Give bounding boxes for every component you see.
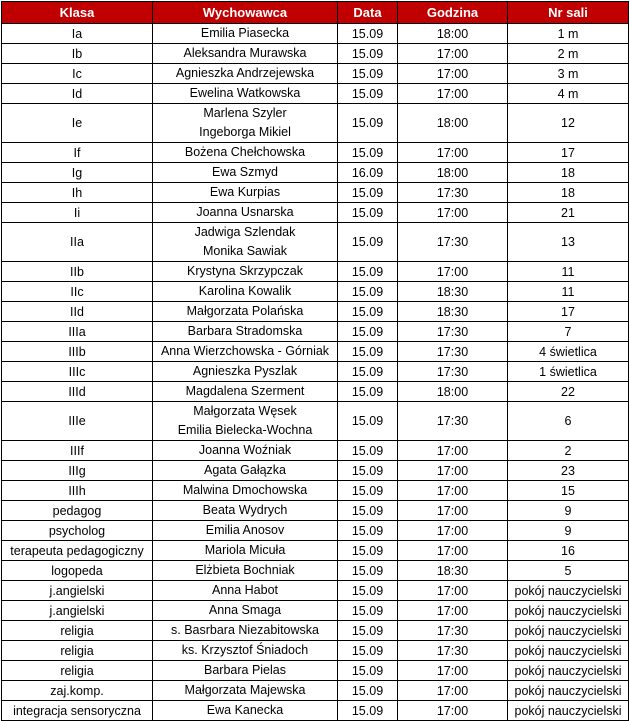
wychowawca-name: Ingeborga Mikiel [199,125,291,139]
cell-data: 15.09 [338,362,398,382]
cell-nr-sali: 3 m [508,64,629,84]
cell-nr-sali: 18 [508,183,629,203]
wychowawca-name: Magdalena Szerment [185,384,305,398]
table-row [2,143,629,163]
cell-wychowawca [153,223,338,262]
table-row [2,223,629,262]
cell-data: 15.09 [338,64,398,84]
cell-klasa: IIIc [2,362,153,382]
cell-nr-sali: 4 m [508,84,629,104]
cell-nr-sali: 11 [508,282,629,302]
wychowawca-name: Agnieszka Pyszlak [192,364,298,378]
table-row [2,203,629,223]
cell-godzina: 17:00 [398,44,508,64]
cell-godzina: 17:30 [398,322,508,342]
wychowawca-name: Anna Habot [211,583,279,597]
wychowawca-name: ks. Krzysztof Śniadoch [181,643,309,657]
cell-wychowawca [153,322,338,342]
cell-nr-sali: 1 m [508,24,629,44]
table-row [2,382,629,402]
cell-godzina: 17:30 [398,223,508,262]
cell-wychowawca [153,342,338,362]
cell-data: 15.09 [338,302,398,322]
table-row [2,501,629,521]
cell-godzina: 18:00 [398,104,508,143]
cell-nr-sali: 1 świetlica [508,362,629,382]
table-row [2,561,629,581]
cell-klasa: Ia [2,24,153,44]
cell-nr-sali: 2 [508,441,629,461]
cell-godzina: 17:00 [398,64,508,84]
wychowawca-name: Malwina Dmochowska [182,483,308,497]
cell-klasa: Id [2,84,153,104]
cell-godzina: 17:00 [398,262,508,282]
cell-data: 15.09 [338,501,398,521]
table-row [2,481,629,501]
cell-godzina: 17:00 [398,84,508,104]
cell-godzina: 18:30 [398,302,508,322]
cell-godzina: 17:00 [398,541,508,561]
cell-klasa: IIIg [2,461,153,481]
wychowawca-name: Monika Sawiak [202,244,288,258]
table-row [2,581,629,601]
cell-godzina: 17:30 [398,621,508,641]
cell-klasa: religia [2,661,153,681]
table-row [2,621,629,641]
wychowawca-name: Jadwiga Szlendak [194,225,296,239]
cell-nr-sali: 5 [508,561,629,581]
cell-wychowawca [153,282,338,302]
cell-data: 15.09 [338,661,398,681]
cell-nr-sali: 7 [508,322,629,342]
cell-data: 15.09 [338,183,398,203]
cell-wychowawca [153,104,338,143]
cell-wychowawca [153,601,338,621]
cell-wychowawca [153,501,338,521]
cell-nr-sali: 15 [508,481,629,501]
cell-data: 15.09 [338,621,398,641]
cell-nr-sali: pokój nauczycielski [508,621,629,641]
cell-data: 16.09 [338,163,398,183]
cell-godzina: 17:30 [398,342,508,362]
cell-godzina: 17:00 [398,681,508,701]
cell-nr-sali: 2 m [508,44,629,64]
wychowawca-name: Małgorzata Majewska [184,683,306,697]
cell-klasa: religia [2,641,153,661]
cell-godzina: 17:00 [398,501,508,521]
cell-klasa: IIIb [2,342,153,362]
cell-klasa: j.angielski [2,601,153,621]
cell-nr-sali: 22 [508,382,629,402]
cell-klasa: Ig [2,163,153,183]
cell-wychowawca [153,262,338,282]
cell-wychowawca [153,183,338,203]
table-row [2,461,629,481]
table-row [2,541,629,561]
cell-nr-sali: 18 [508,163,629,183]
cell-wychowawca [153,84,338,104]
cell-nr-sali: 17 [508,302,629,322]
table-header [2,2,629,24]
cell-godzina: 17:00 [398,661,508,681]
wychowawca-name: Ewa Kanecka [206,703,284,717]
wychowawca-name: Agata Gałązka [204,463,286,477]
col-header-godzina: Godzina [398,2,508,24]
cell-godzina: 17:00 [398,481,508,501]
cell-godzina: 17:00 [398,581,508,601]
cell-wychowawca [153,541,338,561]
cell-nr-sali: pokój nauczycielski [508,681,629,701]
cell-godzina: 17:00 [398,143,508,163]
cell-godzina: 17:00 [398,203,508,223]
cell-nr-sali: pokój nauczycielski [508,581,629,601]
cell-data: 15.09 [338,641,398,661]
cell-godzina: 18:00 [398,163,508,183]
cell-wychowawca [153,24,338,44]
cell-nr-sali: pokój nauczycielski [508,601,629,621]
cell-wychowawca [153,561,338,581]
cell-klasa: IIb [2,262,153,282]
wychowawca-name: Beata Wydrych [202,503,288,517]
cell-wychowawca [153,362,338,382]
cell-wychowawca [153,302,338,322]
col-header-data: Data [338,2,398,24]
cell-klasa: IIIf [2,441,153,461]
cell-godzina: 17:00 [398,701,508,721]
cell-data: 15.09 [338,282,398,302]
cell-godzina: 18:30 [398,282,508,302]
cell-godzina: 17:00 [398,601,508,621]
cell-wychowawca [153,661,338,681]
cell-data: 15.09 [338,561,398,581]
table-row [2,64,629,84]
cell-nr-sali: 12 [508,104,629,143]
cell-godzina: 17:30 [398,183,508,203]
cell-klasa: IIIa [2,322,153,342]
wychowawca-name: Karolina Kowalik [198,284,292,298]
table-row [2,262,629,282]
cell-wychowawca [153,641,338,661]
cell-data: 15.09 [338,24,398,44]
table-row [2,302,629,322]
cell-nr-sali: 17 [508,143,629,163]
cell-godzina: 18:00 [398,382,508,402]
wychowawca-name: Anna Wierzchowska - Górniak [160,344,330,358]
cell-wychowawca [153,44,338,64]
table-body [2,24,629,721]
wychowawca-name: Małgorzata Polańska [186,304,304,318]
cell-wychowawca [153,64,338,84]
wychowawca-name: Joanna Woźniak [198,443,292,457]
cell-klasa: Ii [2,203,153,223]
cell-klasa: j.angielski [2,581,153,601]
cell-data: 15.09 [338,521,398,541]
cell-klasa: IIa [2,223,153,262]
table-row [2,183,629,203]
cell-klasa: psycholog [2,521,153,541]
cell-wychowawca [153,681,338,701]
table-row [2,521,629,541]
cell-nr-sali: 16 [508,541,629,561]
wychowawca-name: Emilia Bielecka-Wochna [177,423,313,437]
cell-data: 15.09 [338,681,398,701]
cell-godzina: 17:30 [398,402,508,441]
table-row [2,641,629,661]
col-header-nr-sali: Nr sali [508,2,629,24]
cell-godzina: 18:30 [398,561,508,581]
cell-data: 15.09 [338,581,398,601]
wychowawca-name: Barbara Stradomska [187,324,303,338]
table-row [2,362,629,382]
cell-wychowawca [153,143,338,163]
table-row [2,661,629,681]
cell-wychowawca [153,481,338,501]
cell-klasa: IIIe [2,402,153,441]
col-header-klasa: Klasa [2,2,153,24]
col-header-wychowawca: Wychowawca [153,2,338,24]
table-row [2,322,629,342]
cell-nr-sali: 23 [508,461,629,481]
cell-wychowawca [153,461,338,481]
cell-data: 15.09 [338,322,398,342]
cell-nr-sali: pokój nauczycielski [508,641,629,661]
cell-data: 15.09 [338,84,398,104]
table-row [2,84,629,104]
cell-wychowawca [153,581,338,601]
cell-data: 15.09 [338,541,398,561]
cell-nr-sali: 9 [508,521,629,541]
wychowawca-name: Barbara Pielas [204,663,286,677]
table-row [2,441,629,461]
cell-godzina: 17:00 [398,441,508,461]
cell-data: 15.09 [338,143,398,163]
header-row [2,2,629,24]
cell-data: 15.09 [338,601,398,621]
cell-data: 15.09 [338,104,398,143]
cell-data: 15.09 [338,441,398,461]
cell-wychowawca [153,701,338,721]
table-row [2,681,629,701]
wychowawca-name: Elżbieta Bochniak [195,563,295,577]
wychowawca-name: Aleksandra Murawska [183,46,307,60]
wychowawca-name: s. Basrbara Niezabitowska [171,623,319,637]
cell-wychowawca [153,402,338,441]
cell-data: 15.09 [338,203,398,223]
cell-klasa: Ie [2,104,153,143]
table-row [2,402,629,441]
schedule-table [1,1,629,721]
cell-klasa: zaj.komp. [2,681,153,701]
wychowawca-name: Marlena Szyler [203,106,287,120]
cell-klasa: Ic [2,64,153,84]
table-row [2,44,629,64]
cell-data: 15.09 [338,402,398,441]
cell-data: 15.09 [338,44,398,64]
cell-nr-sali: pokój nauczycielski [508,701,629,721]
cell-wychowawca [153,521,338,541]
cell-klasa: Ih [2,183,153,203]
cell-godzina: 17:30 [398,641,508,661]
wychowawca-name: Krystyna Skrzypczak [186,264,303,278]
cell-nr-sali: 21 [508,203,629,223]
table-row [2,701,629,721]
cell-nr-sali: 9 [508,501,629,521]
cell-data: 15.09 [338,701,398,721]
cell-nr-sali: 4 świetlica [508,342,629,362]
table-row [2,163,629,183]
wychowawca-name: Ewa Szmyd [212,165,278,179]
cell-klasa: logopeda [2,561,153,581]
wychowawca-name: Ewelina Watkowska [189,86,301,100]
cell-klasa: Ib [2,44,153,64]
cell-klasa: religia [2,621,153,641]
cell-klasa: IIc [2,282,153,302]
table-row [2,282,629,302]
cell-data: 15.09 [338,382,398,402]
cell-godzina: 17:00 [398,461,508,481]
cell-data: 15.09 [338,342,398,362]
wychowawca-name: Emilia Anosov [205,523,285,537]
table-row [2,342,629,362]
wychowawca-name: Ewa Kurpias [209,185,281,199]
table-row [2,601,629,621]
cell-klasa: IIId [2,382,153,402]
cell-wychowawca [153,621,338,641]
cell-godzina: 17:30 [398,362,508,382]
wychowawca-name: Joanna Usnarska [196,205,294,219]
cell-godzina: 18:00 [398,24,508,44]
cell-data: 15.09 [338,481,398,501]
wychowawca-name: Emilia Piasecka [200,26,290,40]
cell-klasa: terapeuta pedagogiczny [2,541,153,561]
cell-klasa: IId [2,302,153,322]
wychowawca-name: Anna Smaga [208,603,282,617]
cell-klasa: If [2,143,153,163]
cell-data: 15.09 [338,262,398,282]
wychowawca-name: Agnieszka Andrzejewska [175,66,315,80]
cell-klasa: IIIh [2,481,153,501]
cell-nr-sali: pokój nauczycielski [508,661,629,681]
cell-klasa: integracja sensoryczna [2,701,153,721]
cell-nr-sali: 11 [508,262,629,282]
wychowawca-name: Małgorzata Węsek [193,404,297,418]
cell-wychowawca [153,163,338,183]
table-row [2,104,629,143]
cell-wychowawca [153,382,338,402]
cell-wychowawca [153,441,338,461]
cell-data: 15.09 [338,461,398,481]
cell-nr-sali: 13 [508,223,629,262]
cell-nr-sali: 6 [508,402,629,441]
cell-data: 15.09 [338,223,398,262]
cell-klasa: pedagog [2,501,153,521]
cell-godzina: 17:00 [398,521,508,541]
wychowawca-name: Mariola Micuła [204,543,286,557]
cell-wychowawca [153,203,338,223]
wychowawca-name: Bożena Chełchowska [184,145,306,159]
table-row [2,24,629,44]
